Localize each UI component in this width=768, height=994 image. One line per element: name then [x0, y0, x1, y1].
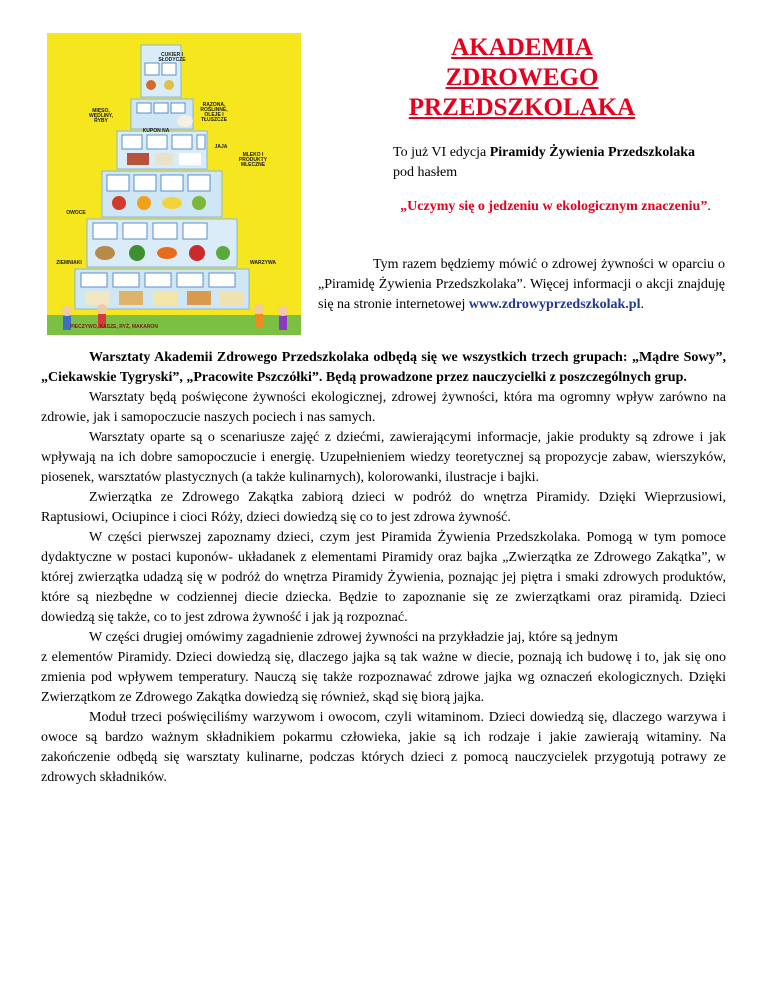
paragraph-1: Warsztaty Akademii Zdrowego Przedszkolaka odbędą się we wszystkich trzech grupach: „Mądre Sowy”, „Ciekawskie Tygryski”, „Pracowite Pszczółki”. Będą prowadzone przez nauczycielki z poszczególnych grup.: [41, 350, 726, 385]
motto: [388, 197, 723, 217]
paragraph-5: W części pierwszej zapoznamy dzieci, czym jest Piramida Żywienia Przedszkolaka. Pomogą w tym pomoce dydaktyczne w postaci kuponów- układanek z elementami Piramidy oraz bajka „Zwierzątka ze Zdrowego Zakątka”, w której zwierzątka udadzą się w podróż do wnętrza Piramidy Żywienia, poznając jej piętra i smaki zdrowych produktów, które są niezbędne w codziennej diecie dziecka. Będzie to zapoznanie się ze zwierzątkami oraz piramidą. Dzieci dowiedzą się także, co to jest zdrowa żywność i jak ją rozpoznać.: [41, 530, 726, 625]
paragraph-7: Moduł trzeci poświęciliśmy warzywom i owocom, czyli witaminom. Dzieci dowiedzą się, dlaczego warzywa i owoce są bardzo ważnym składnikiem pokarmu człowieka, jakie są ich rodzaje i jakie zawierają witaminy. Na zakończenie odbędą się warsztaty kulinarne, podczas których dzieci z pomocą nauczycielek przygotują potrawy ze zdrowych składników.: [41, 710, 726, 785]
paragraph-6b: z elementów Piramidy. Dzieci dowiedzą się, dlaczego jajka są tak ważne w diecie, poznają ich budowę i to, jak się ono zmienia pod wpływem temperatury. Nauczą się także rozpoznawać zdrowe jajka wg oznaczeń ekologicznych. Dzięki Zwierzątkom ze Zdrowego Zakątka dowiedzą się również, skąd się biorą jajka.: [41, 650, 726, 705]
website-link[interactable]: www.zdrowyprzedszkolak.pl: [468, 297, 641, 312]
label-sugar: CUKIER I SŁODYCZE: [158, 52, 186, 63]
label-potato: ZIEMNIAKI: [56, 260, 82, 266]
page-title: AKADEMIA ZDROWEGO PRZEDSZKOLAKA: [408, 34, 636, 121]
label-fruit: OWOCE: [66, 210, 86, 216]
label-milk: MLEKO I PRODUKTY MLECZNE: [238, 152, 268, 168]
paragraph-3: Warsztaty oparte są o scenariusze zajęć z dziećmi, zawierającymi informacje, jakie produkty są zdrowe i jak wpływają na ich dobre samopoczucie i energię. Uzupełnieniem wiedzy teoretycznej są propozycje zabaw, wierszyków, piosenek, warsztatów plastycznych (a także kulinarnych), kolorowanki, ilustracje i bajki.: [41, 430, 726, 485]
paragraph-6a: W części drugiej omówimy zagadnienie zdrowej żywności na przykładzie jaj, które są jednym: [89, 630, 618, 645]
info-text: Tym razem będziemy mówić o zdrowej żywności w oparciu o „Piramidę Żywienia Przedszkolaka”. Więcej informacji o akcji znajduję się na stronie internetowej: [318, 257, 725, 312]
label-coupon: KUPON NA: [142, 128, 170, 134]
body-text: [41, 348, 726, 788]
food-pyramid-illustration: [47, 33, 301, 335]
label-meat: MIĘSO, WĘDLINY, RYBY: [89, 108, 113, 124]
paragraph-4: Zwierzątka ze Zdrowego Zakątka zabiorą dzieci w podróż do wnętrza Piramidy. Dzięki Wieprzusiowi, Raptusiowi, Ociupince i cioci Róży, dzieci dowiedzą się co to jest zdrowa żywność.: [41, 490, 726, 525]
intro-text: [393, 143, 713, 183]
intro-after: pod hasłem: [393, 165, 458, 180]
label-fats: RAZONA, ROŚLINNE, OLEJE I TŁUSZCZE: [200, 102, 228, 123]
label-eggs: JAJA: [214, 144, 228, 150]
motto-end: .: [707, 199, 711, 214]
paragraph-2: Warsztaty będą poświęcone żywności ekologicznej, zdrowej żywności, która ma ogromny wpływ zarówno na zdrowie, jak i samopoczucie naszych pociech i nas samych.: [41, 390, 726, 425]
food-pyramid-poster: [47, 33, 301, 335]
info-paragraph: [318, 255, 725, 315]
intro-bold: Piramidy Żywienia Przedszkolaka: [489, 145, 696, 160]
intro-before: To już VI edycja: [393, 145, 490, 160]
motto-text: „Uczymy się o jedzeniu w ekologicznym znaczeniu”: [400, 199, 708, 214]
label-bread: PIECZYWO, KASZE, RYŻ, MAKARON: [70, 324, 158, 330]
info-end: .: [640, 297, 644, 312]
label-veg: WARZYWA: [249, 260, 277, 266]
